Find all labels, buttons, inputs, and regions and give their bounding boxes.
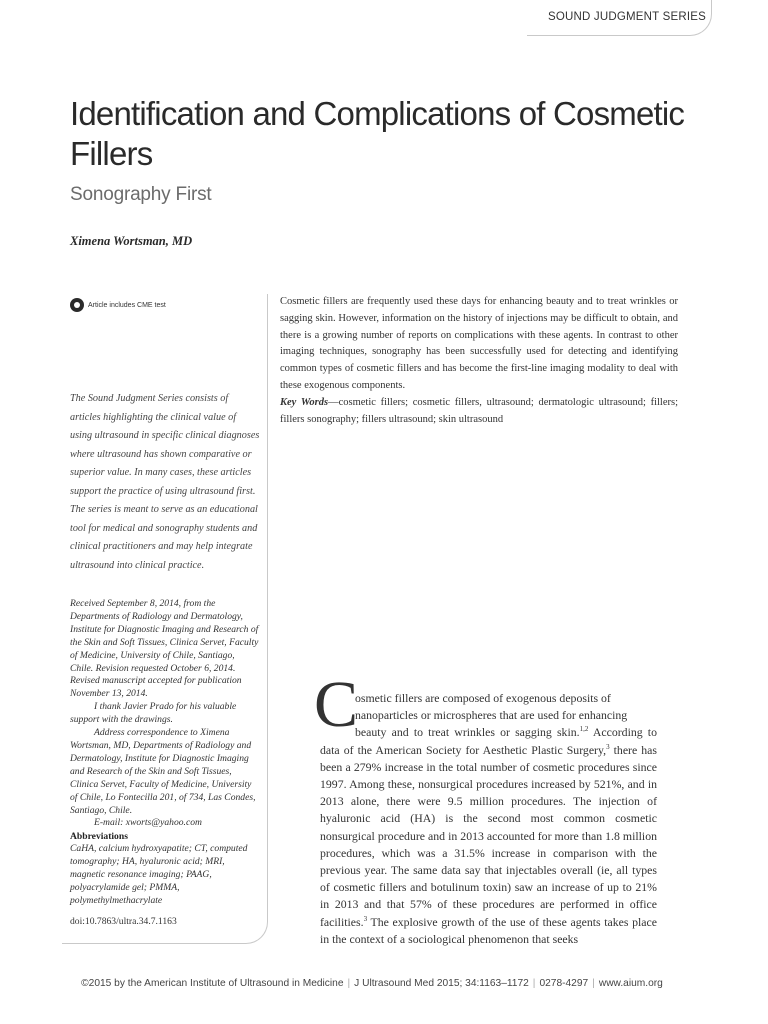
footer-url[interactable]: www.aium.org xyxy=(598,978,663,989)
correspondence-email: E-mail: xworts@yahoo.com xyxy=(94,817,202,829)
keywords xyxy=(280,395,678,429)
abbreviations-list: CaHA, calcium hydroxyapatite; CT, computed tomography; HA, hyaluronic acid; MRI, magnetic resonance imaging; PAAG, polyacrylamide gel; PMMA, polymethylmethacrylate xyxy=(70,843,248,906)
correspondence-address: Address correspondence to Ximena Wortsman, MD, Departments of Radiology and Dermatology, Institute for Diagnostic Imaging and Research of the Skin and Soft Tissues, Clinica Servet, Faculty of Medicine, University of Chile, Lo Fontecilla 201, of 734, Las Condes, Santiago, Chile. xyxy=(70,727,256,816)
received-dates: Received September 8, 2014, from the Departments of Radiology and Dermatology, Institute for Diagnostic Imaging and Research of the Skin and Soft Tissues, Clinica Servet, Faculty of Medicine, University of Chile, Santiago, Chile. Revision requested October 6, 2014. Revised manuscript accepted for publication November 13, 2014. xyxy=(70,598,259,700)
footer-citation: J Ultrasound Med 2015; 34:1163–1172 xyxy=(354,978,529,989)
footer-copyright: ©2015 by the American Institute of Ultrasound in Medicine xyxy=(81,978,344,989)
article-history xyxy=(70,598,260,830)
acknowledgment: I thank Javier Prado for his valuable support with the drawings. xyxy=(70,701,237,726)
series-label: SOUND JUDGMENT SERIES xyxy=(548,11,706,23)
body-segment: According to data of the American Society for Aesthetic Plastic Surgery, xyxy=(320,725,657,757)
citation-ref: 1,2 xyxy=(579,725,589,734)
body-segment: there has been a 279% increase in the total number of cosmetic procedures since 1997. Among these, nonsurgical procedures increased by 521%, and in 2013 alone, there were 9.5 million procedures. The injection of hyaluronic acid (HA) is the second most common cosmetic nonsurgical procedure and in 2013 accounted for more than 1.8 million procedures, which was a 31.5% increase in comparison with the previous year. The same data say that injectables overall (ie, all types of cosmetic fillers and botulinum toxin) saw an increase of up to 21% in 2013 and that 57% of these procedures are performed in office facilities. xyxy=(320,742,658,929)
series-description: The Sound Judgment Series consists of articles highlighting the clinical value of using ultrasound in specific clinical diagnoses where ultrasound has shown comparative or superior value. In many cases, these articles support the practice of using ultrasound first. The series is meant to serve as an educational tool for medical and sonography students and clinical practitioners and may help integrate ultrasound into clinical practice. xyxy=(70,393,260,571)
body-line-2: nanoparticles or microspheres that are used for enhancing xyxy=(355,708,628,723)
abstract: Cosmetic fillers are frequently used these days for enhancing beauty and to treat wrinkles or sagging skin. However, information on the history of injections may be difficult to obtain, and there is a growing number of reports on complications with these agents. In contrast to other imaging techniques, sonography has been successfully used for detecting and identifying common types of cosmetic fillers and has become the first-line imaging modality to deal with these exogenous components. xyxy=(280,296,678,391)
keywords-list: —cosmetic fillers; cosmetic fillers, ultrasound; dermatologic ultrasound; fillers; fillers sonography; fillers ultrasound; skin ultrasound xyxy=(280,397,678,425)
citation-ref: 3 xyxy=(363,914,368,923)
body-line-3: beauty and to treat wrinkles or sagging skin. xyxy=(355,725,580,740)
footer-separator: | xyxy=(532,978,536,989)
body-line-1: osmetic fillers are composed of exogenous deposits of xyxy=(355,691,611,705)
cme-note xyxy=(70,298,166,312)
article-subtitle: Sonography First xyxy=(70,184,212,205)
keywords-label: Key Words xyxy=(280,397,329,408)
footer-separator: | xyxy=(347,978,351,989)
footer-separator: | xyxy=(592,978,595,989)
citation-ref: 3 xyxy=(606,742,610,751)
page-footer xyxy=(0,978,744,989)
footer-issn: 0278-4297 xyxy=(539,978,589,989)
body-segment: The explosive growth of the use of these agents takes place in the context of a sociological phenomenon that seeks xyxy=(320,914,657,946)
drop-cap: C xyxy=(314,668,359,741)
abbreviations-heading: Abbreviations xyxy=(70,831,128,842)
article-title: Identification and Complications of Cosmetic Fillers xyxy=(70,95,685,172)
body-text xyxy=(320,690,657,948)
author-name: Ximena Wortsman, MD xyxy=(70,234,193,248)
cme-note-text: Article includes CME test xyxy=(88,301,166,309)
doi: doi:10.7863/ultra.34.7.1163 xyxy=(70,916,177,927)
cme-icon xyxy=(70,298,84,312)
